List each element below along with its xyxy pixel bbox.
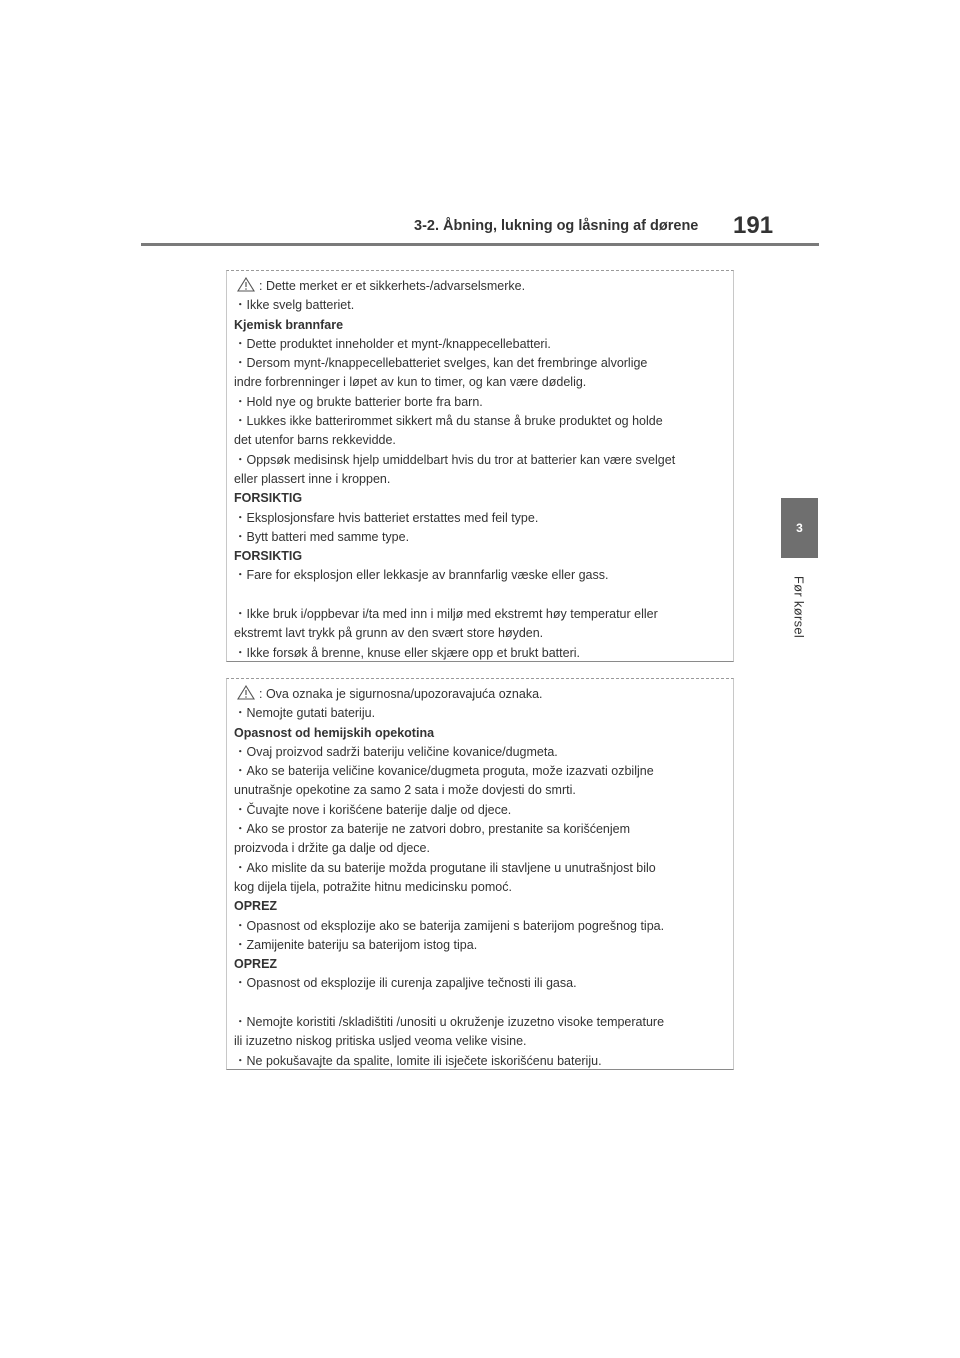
notice-text: ・Ikke forsøk å brenne, knuse eller skjære opp et brukt batteri. (234, 645, 580, 660)
notice-line (234, 994, 727, 1013)
notice-line (234, 762, 727, 781)
notice-text: ・Bytt batteri med samme type. (234, 529, 410, 544)
notice-text: unutrašnje opekotine za samo 2 sata i može dovjesti do smrti. (234, 783, 576, 798)
notice-text: eller plassert inne i kroppen. (234, 471, 391, 486)
warning-symbol-line (234, 277, 727, 296)
chapter-tab (781, 498, 818, 558)
notice-text: ・Oppsøk medisinsk hjelp umiddelbart hvis du tror at batterier kan være svelget (234, 452, 676, 467)
notice-text: : Ova oznaka je sigurnosna/upozoravajuća oznaka. (259, 687, 543, 701)
notice-line (234, 624, 727, 643)
chapter-number: 3 (796, 521, 803, 535)
notice-text: ・Čuvajte nove i korišćene baterije dalje od djece. (234, 802, 512, 817)
notice-line (234, 839, 727, 858)
notice-text: ・Dette produktet inneholder et mynt-/knappecellebatteri. (234, 336, 551, 351)
notice-line (234, 781, 727, 800)
notice-line (234, 605, 727, 624)
notice-line (234, 743, 727, 762)
notice-line (234, 859, 727, 878)
warning-symbol-line (234, 685, 727, 704)
notice-line (234, 878, 727, 897)
notice-text: ・Lukkes ikke batterirommet sikkert må du stanse å bruke produktet og holde (234, 414, 663, 429)
notice-text: Opasnost od hemijskih opekotina (234, 725, 435, 740)
notice-heading (234, 897, 727, 916)
notice-heading (234, 955, 727, 974)
notice-text: ekstremt lavt trykk på grunn av den svært store høyden. (234, 626, 544, 641)
notice-line (234, 393, 727, 412)
notice-line (234, 373, 727, 392)
notice-norwegian (226, 270, 734, 662)
notice-text: ・Opasnost od eksplozije ako se baterija zamijeni s baterijom pogrešnog tipa. (234, 918, 665, 933)
notice-text: ・Ako mislite da su baterije možda progutane ili stavljene u unutrašnjost bilo (234, 860, 656, 875)
notice-line (234, 528, 727, 547)
notice-line (234, 451, 727, 470)
notice-text: FORSIKTIG (234, 549, 303, 564)
notice-bosnian (226, 678, 734, 1070)
notice-line (234, 586, 727, 605)
notice-line (234, 704, 727, 723)
notice-text: ・Ikke svelg batteriet. (234, 298, 355, 313)
notice-text: det utenfor barns rekkevidde. (234, 433, 396, 448)
notice-line (234, 412, 727, 431)
chapter-label: Før kørsel (791, 575, 807, 639)
notice-line (234, 820, 727, 839)
notice-heading (234, 724, 727, 743)
notice-text: Kjemisk brannfare (234, 317, 344, 332)
notice-text: OPREZ (234, 899, 278, 914)
notice-line (234, 1013, 727, 1032)
notice-text: kog dijela tijela, potražite hitnu medicinsku pomoć. (234, 879, 512, 894)
notice-line (234, 644, 727, 663)
notice-line (234, 431, 727, 450)
notice-text: proizvoda i držite ga dalje od djece. (234, 841, 430, 856)
notice-text: OPREZ (234, 957, 278, 972)
notice-line (234, 566, 727, 585)
notice-line (234, 917, 727, 936)
page-number: 191 (733, 212, 774, 239)
header-divider (141, 243, 819, 246)
notice-line (234, 974, 727, 993)
notice-text: ・Eksplosjonsfare hvis batteriet erstattes med feil type. (234, 510, 539, 525)
notice-text: ・Zamijenite bateriju sa baterijom istog tipa. (234, 937, 478, 952)
notice-text: ・Ne pokušavajte da spalite, lomite ili isječete iskorišćenu bateriju. (234, 1053, 602, 1068)
notice-line (234, 509, 727, 528)
warning-triangle-icon (237, 685, 255, 700)
notice-heading (234, 489, 727, 508)
notice-text: : Dette merket er et sikkerhets-/advarselsmerke. (259, 279, 526, 293)
warning-triangle-icon (237, 277, 255, 292)
notice-line (234, 1052, 727, 1071)
notice-text: ・Nemojte koristiti /skladištiti /unositi u okruženje izuzetno visoke temperature (234, 1015, 665, 1030)
section-title: 3-2. Åbning, lukning og låsning af dørene (414, 218, 699, 234)
notice-heading (234, 547, 727, 566)
notice-line (234, 335, 727, 354)
notice-text: ili izuzetno niskog pritiska usljed veoma velike visine. (234, 1034, 527, 1049)
notice-text: ・Dersom mynt-/knappecellebatteriet svelges, kan det frembringe alvorlige (234, 356, 648, 371)
notice-text: indre forbrenninger i løpet av kun to timer, og kan være dødelig. (234, 375, 587, 390)
notice-text: ・Ako se baterija veličine kovanice/dugmeta proguta, može izazvati ozbiljne (234, 764, 654, 779)
notice-line (234, 354, 727, 373)
notice-text: ・Fare for eksplosjon eller lekkasje av brannfarlig væske eller gass. (234, 568, 609, 583)
notice-line (234, 296, 727, 315)
notice-line (234, 801, 727, 820)
notice-text: ・Ovaj proizvod sadrži bateriju veličine kovanice/dugmeta. (234, 744, 558, 759)
notice-text: ・Opasnost od eksplozije ili curenja zapaljive tečnosti ili gasa. (234, 976, 577, 991)
notice-text: ・Ikke bruk i/oppbevar i/ta med inn i miljø med ekstremt høy temperatur eller (234, 607, 658, 622)
notice-text: ・Ako se prostor za baterije ne zatvori dobro, prestanite sa korišćenjem (234, 822, 631, 837)
notice-text: FORSIKTIG (234, 491, 303, 506)
notice-heading (234, 316, 727, 335)
notice-line (234, 1032, 727, 1051)
notice-line (234, 470, 727, 489)
notice-text: ・Hold nye og brukte batterier borte fra barn. (234, 394, 483, 409)
notice-line (234, 936, 727, 955)
notice-text: ・Nemojte gutati bateriju. (234, 706, 376, 721)
